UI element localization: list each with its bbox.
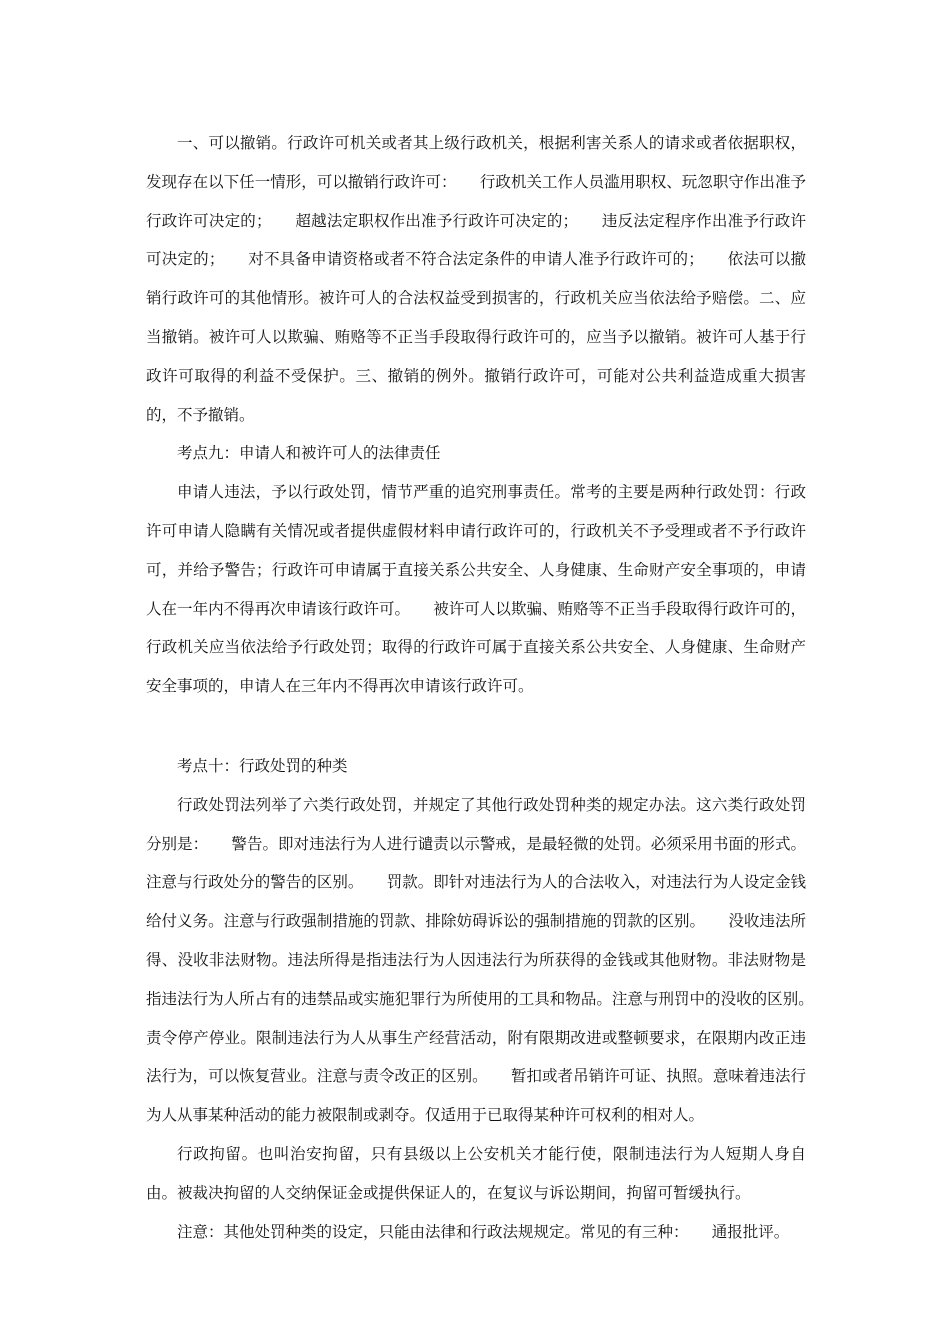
document-body (146, 124, 838, 1251)
paragraph-revocation: 一、可以撤销。行政许可机关或者其上级行政机关，根据利害关系人的请求或者依据职权，发现存在以下任一情形，可以撤销行政许可： 行政机关工作人员滥用职权、玩忽职守作出准予行政许可决定的； 超越法定职权作出准予行政许可决定的； 违反法定程序作出准予行政许可决定的； 对不具备申请资格或者不符合法定条件的申请人准予行政许可的； 依法可以撤销行政许可的其他情形。被许可人的合法权益受到损害的，行政机关应当依法给予赔偿。二、应当撤销。被许可人以欺骗、贿赂等不正当手段取得行政许可的，应当予以撤销。被许可人基于行政许可取得的利益不受保护。三、撤销的例外。撤销行政许可，可能对公共利益造成重大损害的，不予撤销。 (146, 134, 806, 424)
heading-point-nine: 考点九：申请人和被许可人的法律责任 (177, 444, 441, 463)
paragraph-penalty-types: 行政处罚法列举了六类行政处罚，并规定了其他行政处罚种类的规定办法。这六类行政处罚分别是： 警告。即对违法行为人进行谴责以示警戒，是最轻微的处罚。必须采用书面的形式。注意与行政处分的警告的区别。 罚款。即针对违法行为人的合法收入，对违法行为人设定金钱给付义务。注意与行政强制措施的罚款、排除妨碍诉讼的强制措施的罚款的区别。 没收违法所得、没收非法财物。违法所得是指违法行为人因违法行为所获得的金钱或其他财物。非法财物是指违法行为人所占有的违禁品或实施犯罪行为所使用的工具和物品。注意与刑罚中的没收的区别。 责令停产停业。限制违法行为人从事生产经营活动，附有限期改进或整顿要求，在限期内改正违法行为，可以恢复营业。注意与责令改正的区别。 暂扣或者吊销许可证、执照。意味着违法行为人从事某种活动的能力被限制或剥夺。仅适用于已取得某种许可权利的相对人。 (146, 795, 838, 1125)
paragraph-note-other-penalties: 注意：其他处罚种类的设定，只能由法律和行政法规规定。常见的有三种： 通报批评。 (177, 1222, 790, 1241)
paragraph-legal-liability: 申请人违法，予以行政处罚，情节严重的追究刑事责任。常考的主要是两种行政处罚：行政许可申请人隐瞒有关情况或者提供虚假材料申请行政许可的，行政机关不予受理或者不予行政许可，并给予警告；行政许可申请属于直接关系公共安全、人身健康、生命财产安全事项的，申请人在一年内不得再次申请该行政许可。 被许可人以欺骗、贿赂等不正当手段取得行政许可的，行政机关应当依法给予行政处罚；取得的行政许可属于直接关系公共安全、人身健康、生命财产安全事项的，申请人在三年内不得再次申请该行政许可。 (146, 483, 806, 696)
paragraph-administrative-detention: 行政拘留。也叫治安拘留，只有县级以上公安机关才能行使，限制违法行为人短期人身自由。被裁决拘留的人交纳保证金或提供保证人的，在复议与诉讼期间，拘留可暂缓执行。 (146, 1144, 806, 1202)
heading-point-ten: 考点十：行政处罚的种类 (177, 756, 348, 775)
paragraph-spacer (146, 706, 806, 747)
